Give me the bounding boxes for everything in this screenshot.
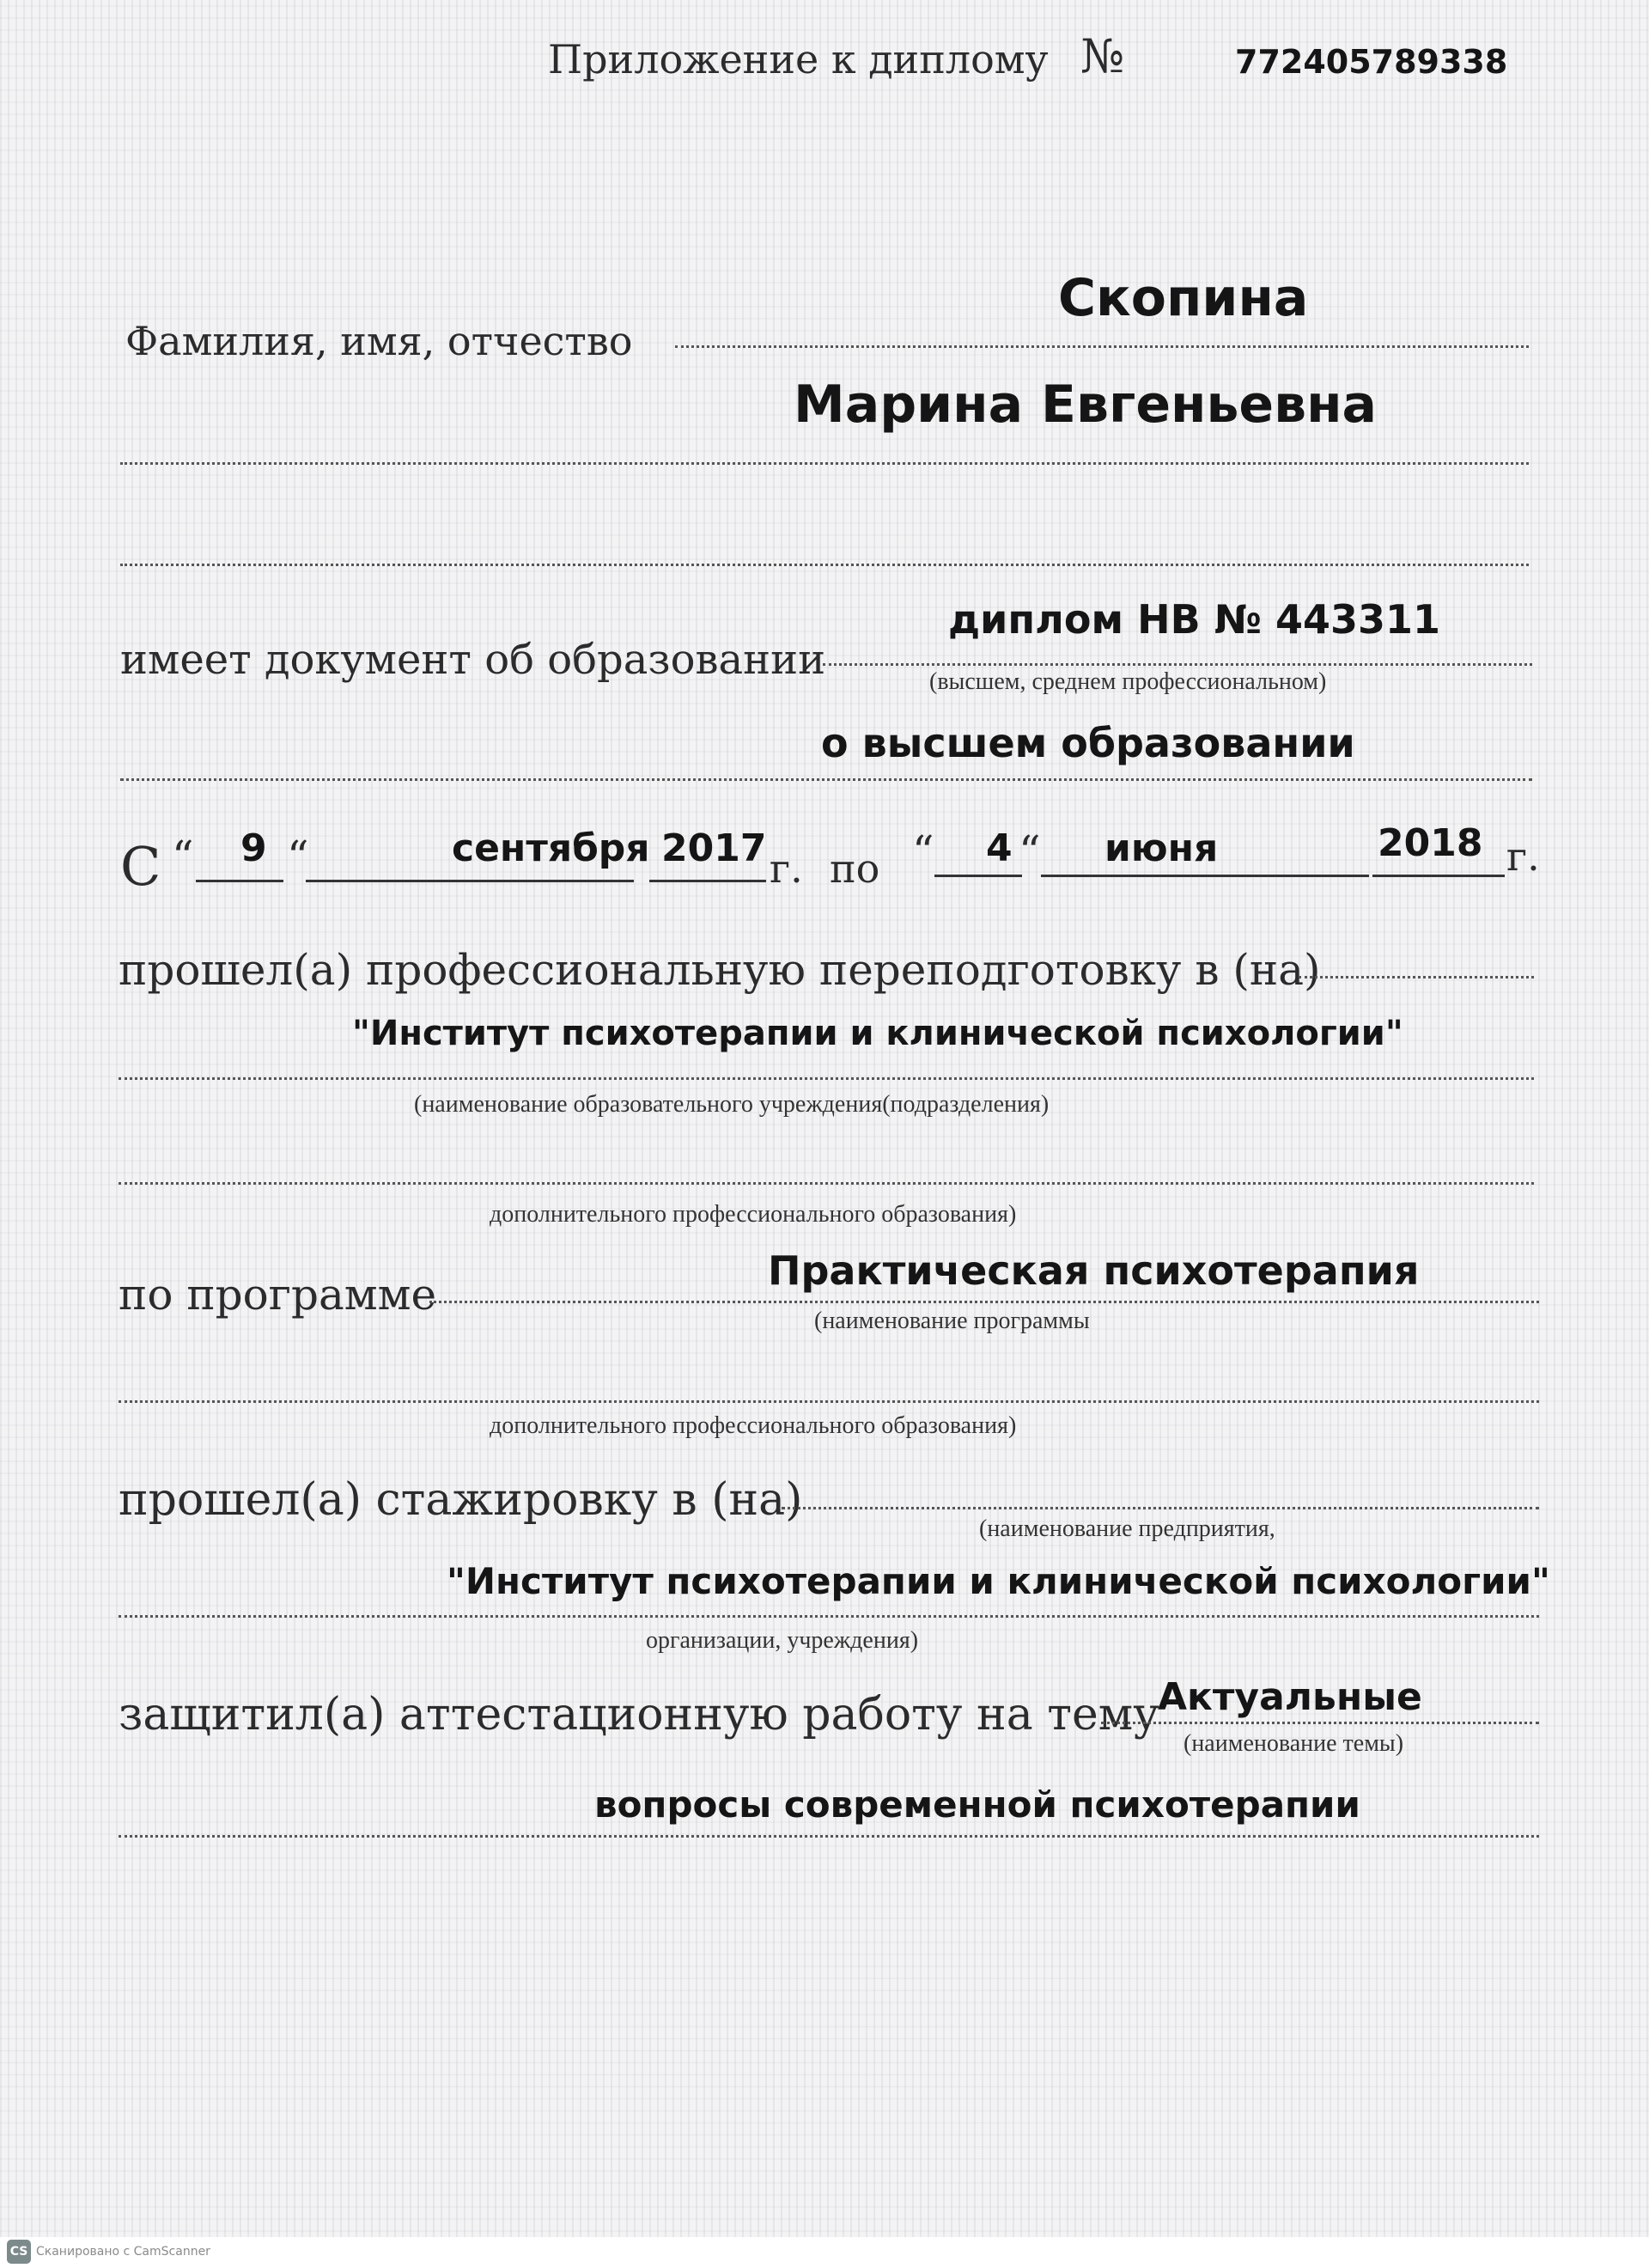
to-month-underline — [1041, 875, 1369, 877]
to-close-quote: “ — [1019, 826, 1041, 876]
from-day-underline — [196, 880, 283, 882]
scanner-footer — [0, 2237, 1649, 2268]
thesis-underline-1 — [1101, 1722, 1539, 1724]
to-year-underline — [1372, 875, 1505, 877]
education-hint: (высшем, среднем профессиональном) — [929, 668, 1327, 695]
from-day-value: 9 — [240, 826, 267, 870]
supplement-number: 772405789338 — [1235, 43, 1508, 81]
fio-underline-1 — [675, 345, 1529, 348]
retraining-label: прошел(а) профессиональную переподготовку в (на) — [119, 945, 1321, 995]
given-name-value: Марина Евгеньевна — [794, 375, 1378, 435]
program-label: по программе — [119, 1270, 437, 1320]
from-open-quote: “ — [172, 832, 194, 881]
thesis-underline-2 — [119, 1835, 1539, 1838]
internship-underline-1 — [782, 1507, 1539, 1509]
thesis-topic-line1-value: Актуальные — [1158, 1675, 1422, 1719]
surname-value: Скопина — [1058, 268, 1309, 328]
retraining-hint-2: дополнительного профессионального образования) — [490, 1201, 1017, 1228]
scanner-footer-text: Сканировано с CamScanner — [36, 2245, 210, 2259]
to-open-quote: “ — [912, 826, 934, 876]
period-from-prefix: С — [120, 835, 161, 898]
from-month-value: сентября — [452, 826, 650, 870]
education-underline-2 — [120, 778, 1532, 781]
education-level-value: о высшем образовании — [821, 720, 1355, 766]
program-underline-1 — [429, 1301, 1539, 1303]
from-month-underline — [306, 880, 634, 882]
number-sign: № — [1080, 29, 1125, 83]
from-year-suffix: г. — [770, 845, 803, 892]
from-close-quote: “ — [287, 832, 309, 881]
fio-underline-2 — [120, 462, 1529, 465]
retraining-underline-1 — [1299, 976, 1534, 979]
internship-label: прошел(а) стажировку в (на) — [119, 1474, 803, 1526]
program-name-value: Практическая психотерапия — [768, 1247, 1420, 1294]
thesis-label: защитил(а) аттестационную работу на тему — [119, 1689, 1159, 1741]
to-day-underline — [934, 875, 1022, 877]
education-underline-1 — [823, 663, 1532, 666]
to-year-suffix: г. — [1506, 833, 1540, 880]
education-document-value: диплом НВ № 443311 — [948, 596, 1441, 643]
internship-underline-2 — [119, 1615, 1539, 1618]
fio-underline-3 — [120, 564, 1529, 566]
to-month-value: июня — [1104, 826, 1219, 870]
internship-hint-2: организации, учреждения) — [646, 1627, 919, 1654]
education-label: имеет документ об образовании — [120, 636, 826, 684]
period-to-word: по — [830, 845, 880, 892]
retraining-hint-1: (наименование образовательного учреждения(подразделения) — [414, 1091, 1050, 1118]
to-day-value: 4 — [986, 826, 1013, 870]
camscanner-logo-icon: CS — [7, 2240, 31, 2264]
fio-label: Фамилия, имя, отчество — [125, 318, 633, 364]
retraining-underline-3 — [119, 1182, 1534, 1185]
supplement-title: Приложение к диплому — [548, 36, 1049, 82]
to-year-value: 2018 — [1378, 821, 1483, 865]
thesis-hint: (наименование темы) — [1184, 1730, 1404, 1757]
from-year-value: 2017 — [661, 826, 767, 870]
program-underline-2 — [119, 1400, 1539, 1403]
from-year-underline — [649, 880, 766, 882]
internship-hint-1: (наименование предприятия, — [979, 1515, 1275, 1542]
program-hint-2: дополнительного профессионального образования) — [490, 1412, 1017, 1439]
retraining-underline-2 — [119, 1077, 1534, 1080]
retraining-institution-value: "Институт психотерапии и клинической психологии" — [352, 1014, 1403, 1053]
internship-organization-value: "Институт психотерапии и клинической психологии" — [447, 1560, 1550, 1602]
program-hint-1: (наименование программы — [814, 1308, 1090, 1334]
thesis-topic-line2-value: вопросы современной психотерапии — [594, 1783, 1360, 1826]
